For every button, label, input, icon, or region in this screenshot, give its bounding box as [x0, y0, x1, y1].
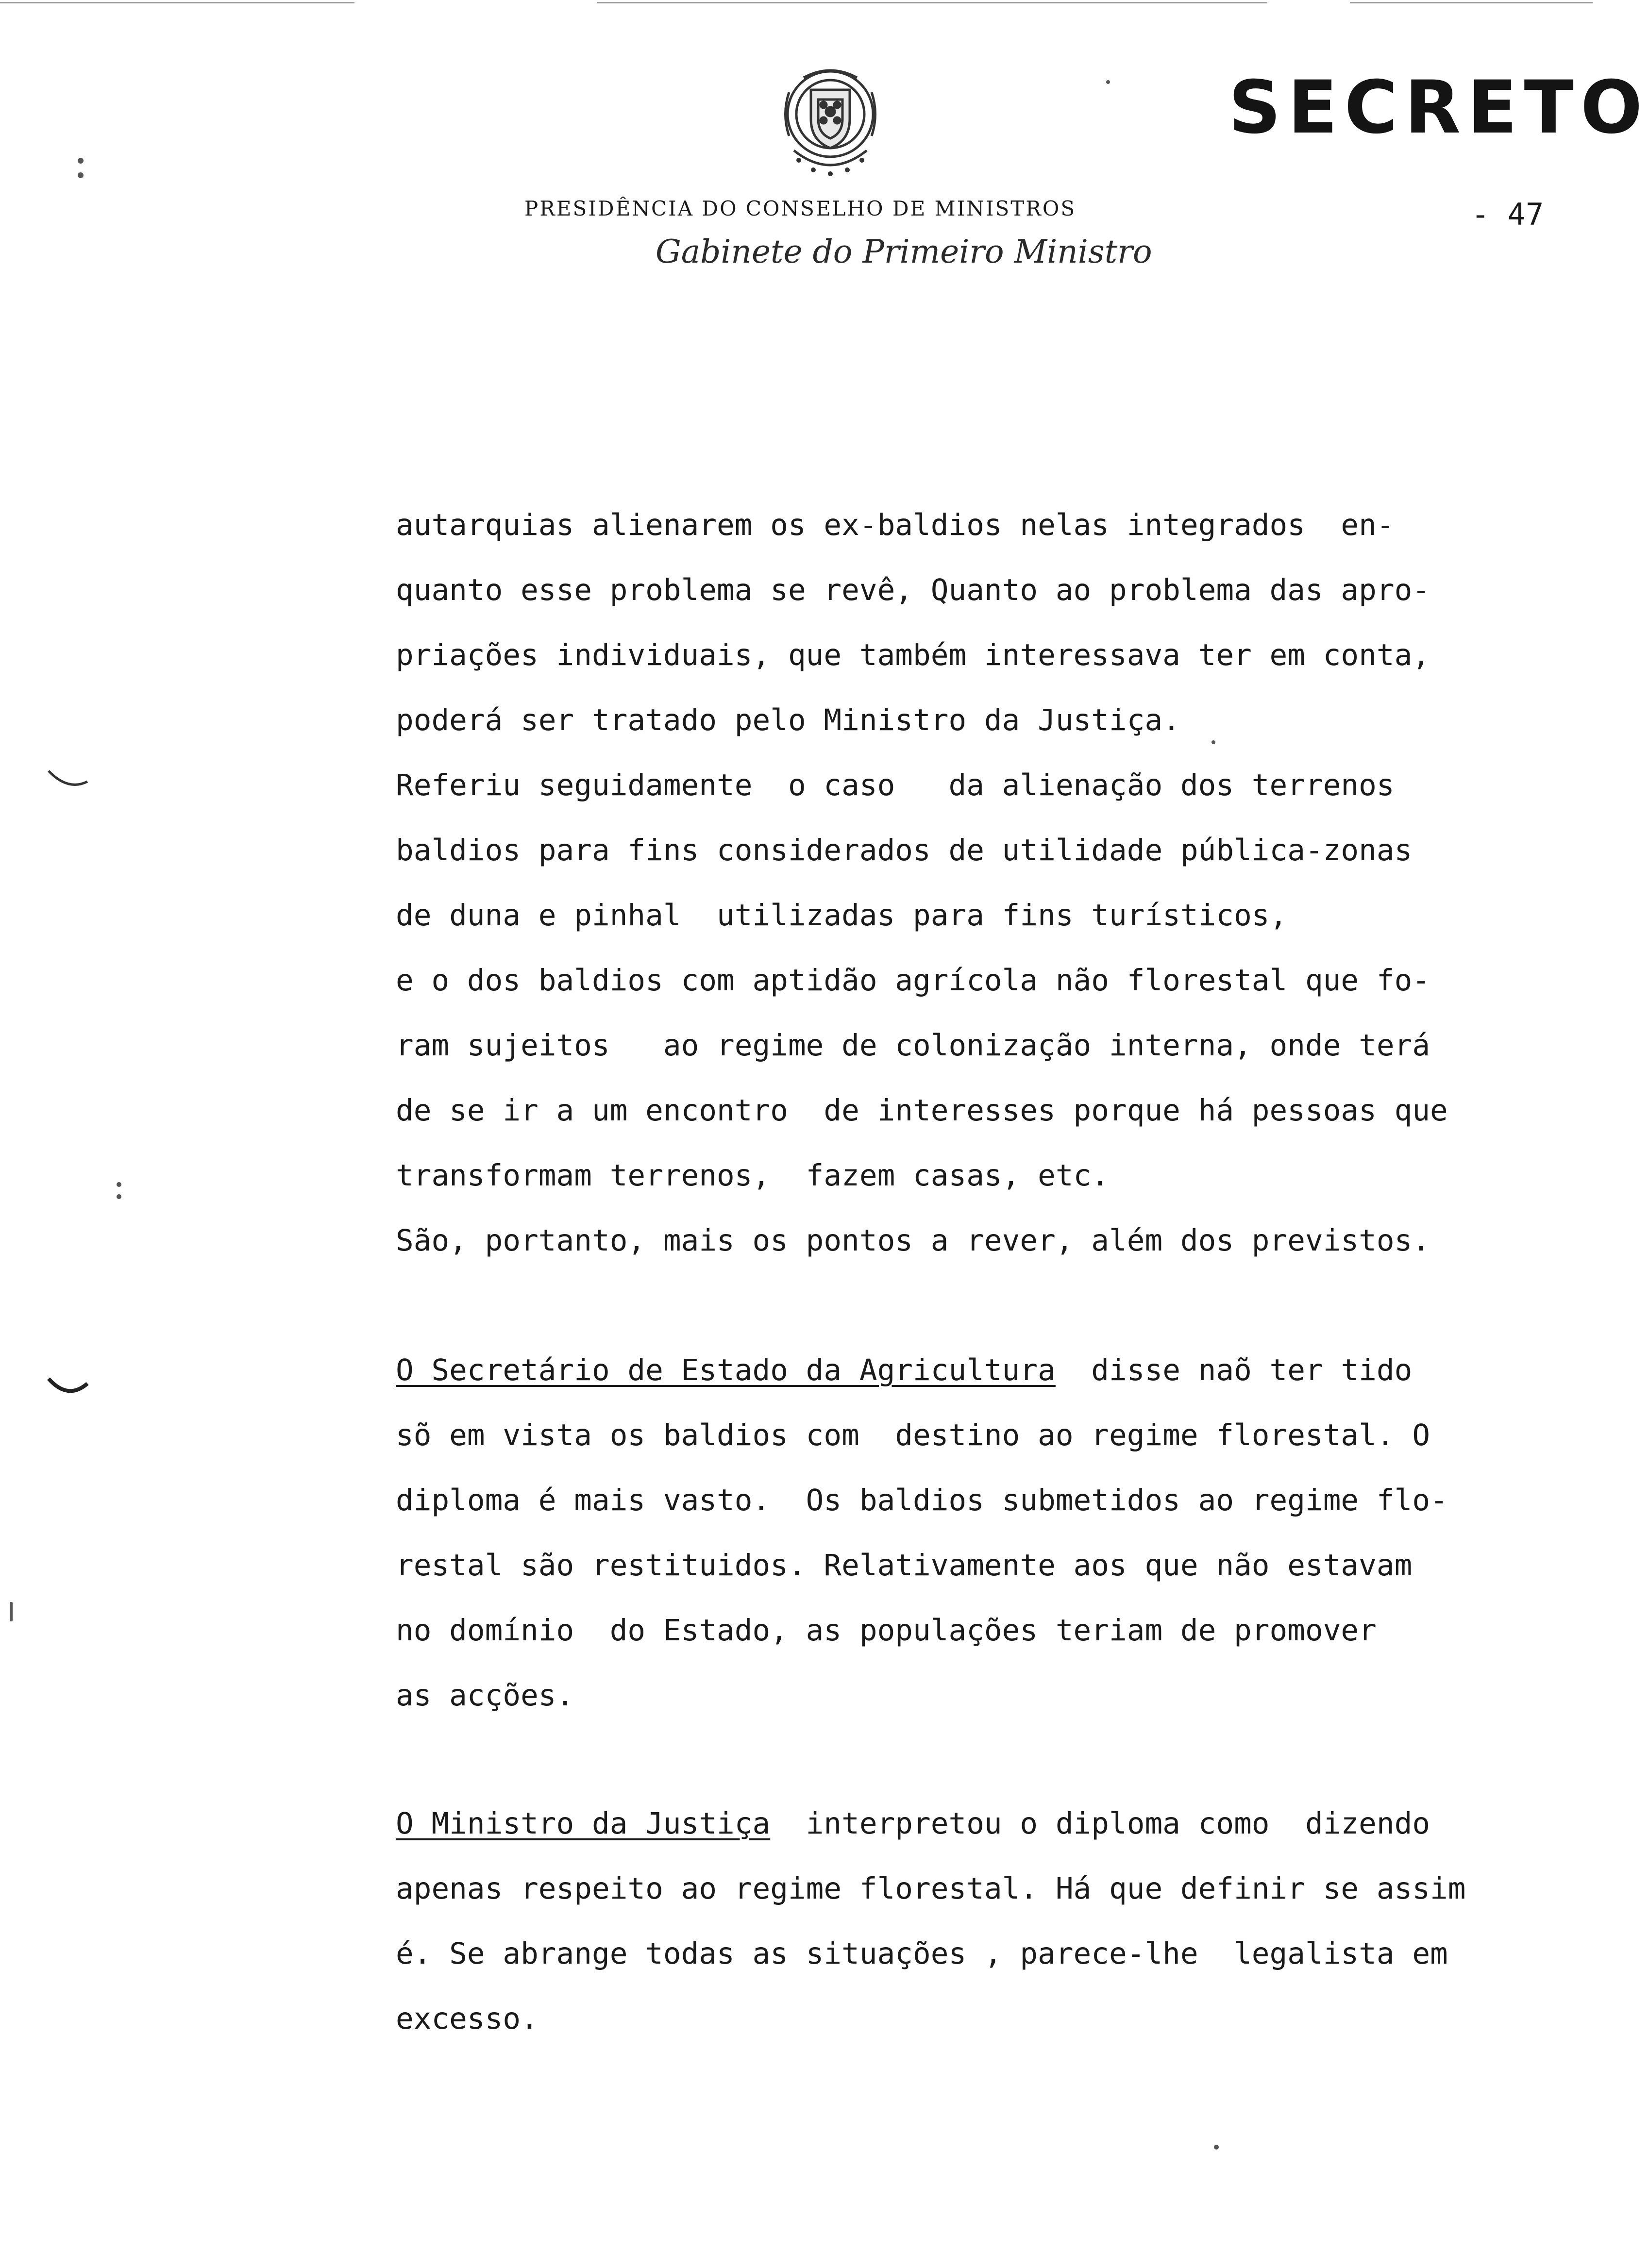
text-line: ram sujeitos ao regime de colonização interna, onde terá — [396, 1028, 1430, 1063]
text-line: São, portanto, mais os pontos a rever, além dos previstos. — [396, 1223, 1430, 1258]
scan-speck — [10, 1602, 13, 1621]
margin-hole-mark — [46, 767, 90, 791]
scan-speck — [117, 1182, 121, 1187]
page-number: - 47 — [1471, 197, 1544, 232]
scan-speck — [1212, 740, 1215, 744]
text-line: poderá ser tratado pelo Ministro da Justiça. — [396, 703, 1180, 737]
text-line: restal são restituidos. Relativamente aos que não estavam — [396, 1548, 1413, 1583]
paragraph-2 — [396, 1338, 1542, 1728]
text-line: de duna e pinhal utilizadas para fins turísticos, — [396, 898, 1288, 933]
text-line: no domínio do Estado, as populações teriam de promover — [396, 1613, 1377, 1648]
organization-name: PRESIDÊNCIA DO CONSELHO DE MINISTROS — [524, 197, 1077, 220]
text-line: excesso. — [396, 2001, 538, 2036]
scan-speck — [1214, 2145, 1219, 2150]
text-line: diploma é mais vasto. Os baldios submetidos ao regime flo- — [396, 1483, 1448, 1518]
paragraph-3 — [396, 1791, 1542, 2051]
speaker-name: O Secretário de Estado da Agricultura — [396, 1353, 1056, 1387]
paragraph-1 — [396, 493, 1542, 1273]
text-line: baldios para fins considerados de utilidade pública-zonas — [396, 833, 1413, 867]
text-line: Referiu seguidamente o caso da alienação dos terrenos — [396, 768, 1395, 802]
scan-speck — [1106, 80, 1110, 84]
scan-speck — [78, 172, 84, 178]
scan-edge-line — [1350, 2, 1593, 3]
text-line: quanto esse problema se revê, Quanto ao problema das apro- — [396, 573, 1430, 607]
scan-speck — [117, 1194, 121, 1199]
scan-speck — [78, 158, 84, 164]
text-line — [396, 1338, 1542, 1403]
text-line: e o dos baldios com aptidão agrícola não florestal que fo- — [396, 963, 1430, 998]
text-line: sõ em vista os baldios com destino ao regime florestal. O — [396, 1418, 1430, 1452]
text-fragment: interpretou o diploma como dizendo — [770, 1806, 1430, 1841]
margin-hole-mark — [46, 1374, 90, 1403]
text-line: transformam terrenos, fazem casas, etc. — [396, 1158, 1110, 1193]
office-name-script: Gabinete do Primeiro Ministro — [656, 233, 1152, 270]
text-line: as acções. — [396, 1678, 574, 1713]
text-line — [396, 1791, 1542, 1856]
text-line: autarquias alienarem os ex-baldios nelas integrados en- — [396, 508, 1395, 542]
text-line: de se ir a um encontro de interesses porque há pessoas que — [396, 1093, 1448, 1128]
coat-of-arms-emblem — [774, 63, 886, 184]
secret-stamp: SECRETO — [1228, 66, 1649, 150]
scan-edge-line — [597, 2, 1267, 3]
text-line: priações individuais, que também interessava ter em conta, — [396, 638, 1430, 672]
speaker-name: O Ministro da Justiça — [396, 1806, 771, 1841]
text-fragment: disse naõ ter tido — [1055, 1353, 1413, 1387]
scan-edge-line — [0, 2, 354, 3]
text-line: é. Se abrange todas as situações , parece-lhe legalista em — [396, 1936, 1448, 1971]
text-line: apenas respeito ao regime florestal. Há que definir se assim — [396, 1871, 1466, 1906]
